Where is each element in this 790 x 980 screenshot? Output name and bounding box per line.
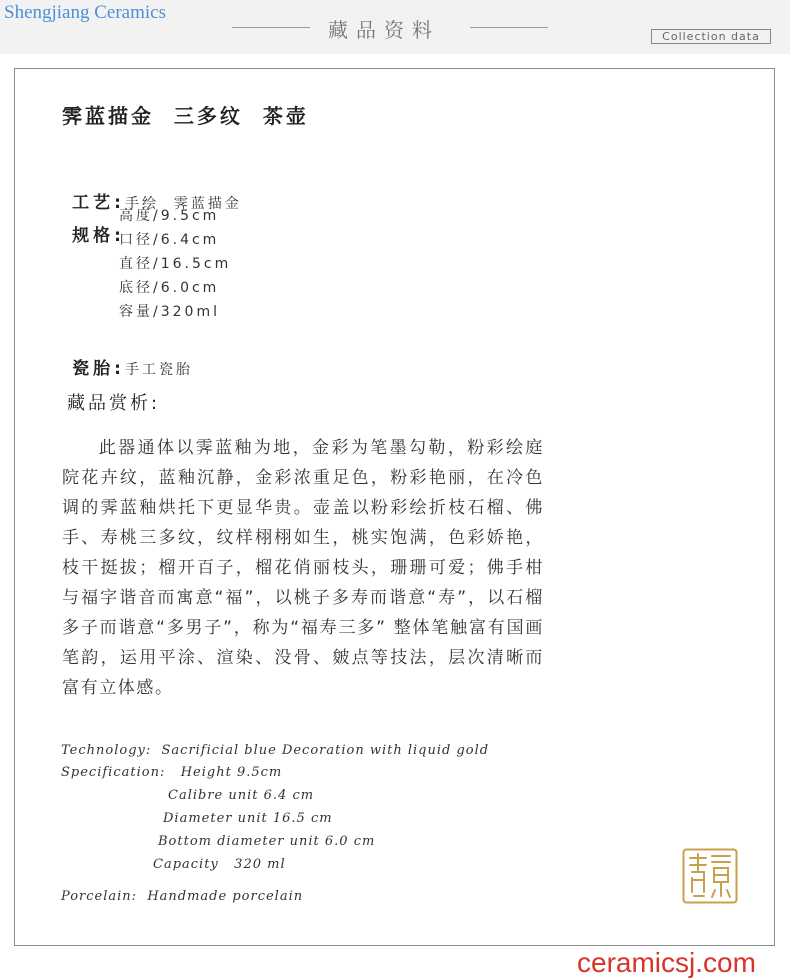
header-bar — [0, 0, 790, 54]
en-specification: Specification: Height 9.5cm — [61, 765, 283, 780]
spec-diameter: 直径/16.5cm — [119, 256, 232, 272]
body-value: 手工瓷胎 — [124, 362, 193, 378]
title-divider-left — [232, 27, 310, 28]
body-row — [62, 335, 193, 379]
section-title: 藏品资料 — [328, 18, 440, 42]
spec-row — [62, 202, 125, 246]
collection-data-tag: Collection data — [651, 29, 771, 44]
en-capacity: Capacity 320 ml — [153, 857, 286, 872]
spec-label: 规格: — [72, 226, 125, 246]
product-title: 霁蓝描金 三多纹 茶壶 — [62, 104, 309, 128]
en-bottom: Bottom diameter unit 6.0 cm — [158, 834, 376, 849]
brand-logo-text[interactable]: Shengjiang Ceramics — [4, 2, 166, 23]
en-technology: Technology: Sacrificial blue Decoration with liquid gold — [61, 743, 490, 758]
en-calibre: Calibre unit 6.4 cm — [168, 788, 315, 803]
en-porcelain: Porcelain: Handmade porcelain — [61, 889, 304, 904]
en-diameter: Diameter unit 16.5 cm — [163, 811, 333, 826]
craft-value: 手绘 霁蓝描金 — [124, 196, 242, 212]
site-watermark[interactable]: ceramicsj.com — [577, 947, 756, 978]
analysis-text: 此器通体以霁蓝釉为地，金彩为笔墨勾勒，粉彩绘庭院花卉纹，蓝釉沉静，金彩浓重足色，粉彩艳丽，在冷色调的霁蓝釉烘托下更显华贵。壶盖以粉彩绘折枝石榴、佛手、寿桃三多纹，纹样栩栩如生，桃实饱满，色彩娇艳，枝干挺拔；榴开百子，榴花俏丽枝头，珊珊可爱；佛手柑与福字谐音而寓意“福”，以桃子多寿而谐意“寿”，以石榴多子而谐意“多男子”，称为“福寿三多” 整体笔触富有国画笔韵，运用平涂、渲染、没骨、皴点等技法，层次清晰而富有立体感。 — [62, 438, 544, 698]
title-divider-right — [470, 27, 548, 28]
analysis-paragraph — [62, 433, 544, 703]
analysis-heading: 藏品赏析: — [67, 393, 161, 414]
spec-mouth: 口径/6.4cm — [119, 232, 220, 248]
spec-height: 高度/9.5cm — [119, 208, 220, 224]
body-label: 瓷胎: — [72, 359, 125, 379]
spec-bottom: 底径/6.0cm — [119, 280, 220, 296]
seal-stamp-icon — [682, 848, 738, 904]
craft-label: 工艺: — [72, 193, 125, 213]
spec-capacity: 容量/320ml — [119, 304, 220, 320]
